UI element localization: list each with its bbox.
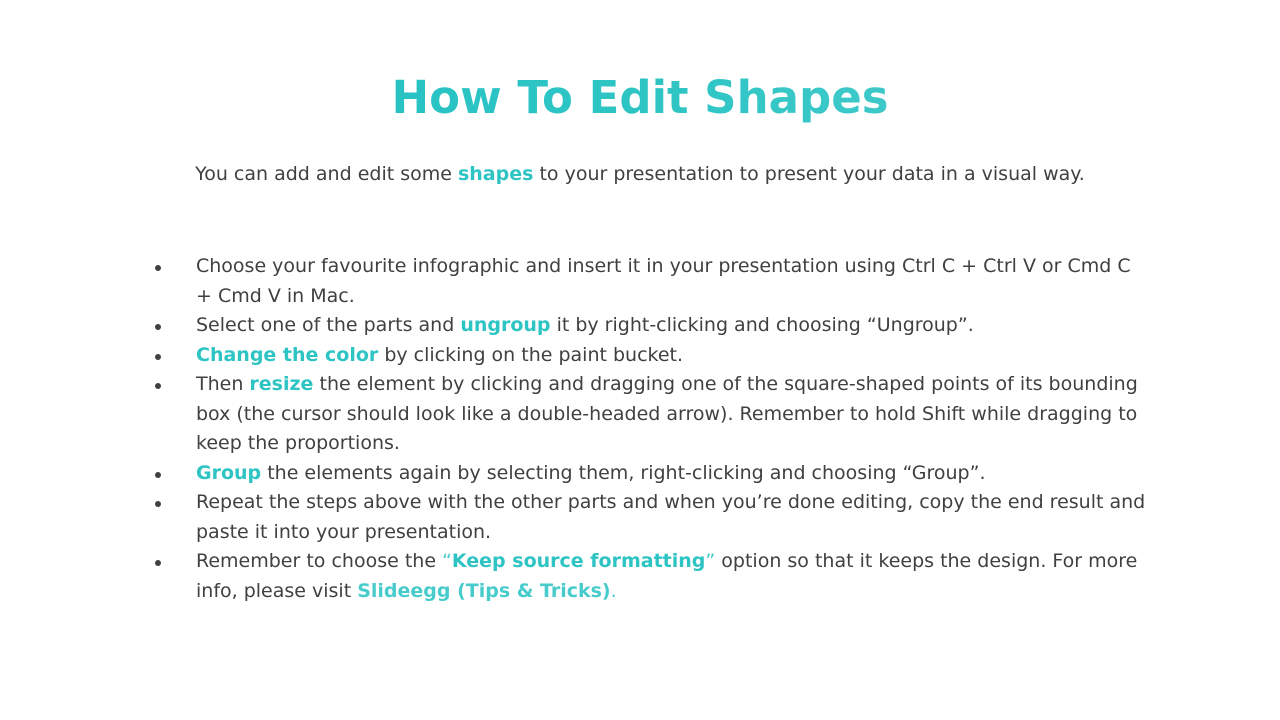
- bullet-text-before: Select one of the parts and: [196, 314, 461, 336]
- bullet-text-before: Then: [196, 373, 250, 395]
- list-item: [150, 341, 1150, 371]
- bullet-highlight: ungroup: [460, 314, 551, 336]
- close-quote: ”: [705, 550, 716, 572]
- bullet-dot: [155, 324, 161, 330]
- list-item: [150, 547, 1150, 606]
- bullet-dot: [155, 265, 161, 271]
- list-item: [150, 252, 1150, 311]
- bullet-text: Choose your favourite infographic and insert it in your presentation using Ctrl C + Ctrl V or Cmd C + Cmd V in Mac.: [196, 255, 1131, 307]
- tips-link[interactable]: Slideegg (Tips & Tricks): [357, 579, 611, 602]
- instruction-list: [150, 252, 1150, 606]
- list-item: [150, 311, 1150, 341]
- slide-title: How To Edit Shapes: [0, 68, 1280, 128]
- bullet-text-end: .: [610, 579, 617, 602]
- list-item: [150, 370, 1150, 459]
- bullet-text: Repeat the steps above with the other parts and when you’re done editing, copy the end result and paste it into your presentation.: [196, 491, 1146, 543]
- bullet-dot: [155, 354, 161, 360]
- bullet-text-after: it by right-clicking and choosing “Ungroup”.: [550, 314, 974, 336]
- bullet-dot: [155, 501, 161, 507]
- bullet-dot: [155, 383, 161, 389]
- bullet-text-middle: option so that it keeps the design. For more info, please visit: [196, 550, 1138, 602]
- bullet-dot: [155, 472, 161, 478]
- bullet-text-after: by clicking on the paint bucket.: [378, 343, 684, 366]
- list-item: [150, 459, 1150, 489]
- subtitle-text-before: You can add and edit some: [195, 163, 458, 185]
- open-quote: “: [442, 550, 452, 572]
- subtitle-text-after: to your presentation to present your data in a visual way.: [533, 163, 1085, 185]
- bullet-text-after: the element by clicking and dragging one of the square-shaped points of its bounding box (the cursor should look like a double-headed arrow). Remember to hold Shift while dragging to keep the proportions.: [196, 373, 1138, 454]
- slide-subtitle: [0, 160, 1280, 188]
- bullet-text-before: Remember to choose the: [196, 550, 443, 572]
- bullet-highlight: Group: [196, 461, 262, 484]
- bullet-dot: [155, 560, 161, 566]
- bullet-highlight: resize: [249, 373, 314, 395]
- list-item: [150, 488, 1150, 547]
- subtitle-highlight: shapes: [457, 163, 534, 185]
- bullet-text-after: the elements again by selecting them, right-clicking and choosing “Group”.: [261, 461, 986, 484]
- bullet-highlight: Change the color: [196, 343, 379, 366]
- bullet-highlight: Keep source formatting: [451, 550, 706, 572]
